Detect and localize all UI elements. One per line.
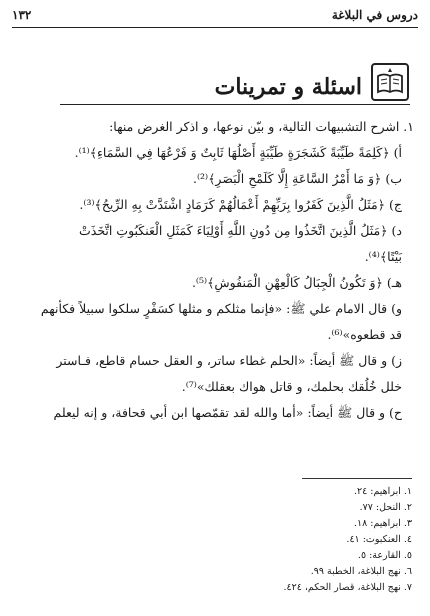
exercise-line: أ) ﴿كَلِمَةً طَيِّبَةً كَشَجَرَةٍ طَيِّبَةٍ أَصْلُهَا ثَابِتٌ وَ فَرْعُهَا فِي السَّمَاءِ﴾⁽¹⁾.	[74, 145, 402, 160]
footnote: ٥. القارعة: ٥.	[357, 550, 412, 561]
exercise-line: ب) ﴿وَ مَا أَمْرُ السَّاعَةِ إِلَّا كَلَمْحِ الْبَصَرِ﴾⁽²⁾.	[192, 171, 402, 186]
exercise-line: و) قال الامام علي ﷺ: «فإنما مثلكم و مثلها كسَفْرٍ سلكوا سبيلاً فكأنهم	[40, 301, 402, 316]
book-icon	[370, 62, 410, 102]
section-title: اسئلة و تمرينات	[214, 74, 362, 100]
page-number: ١٣٢	[12, 8, 32, 22]
exercise-line: ز) و قال ﷺ أيضاً: «الحلم غطاء ساتر، و العقل حسام قاطع، فـاستر	[56, 353, 402, 368]
exercise-line: ج) ﴿مَثَلُ الَّذِينَ كَفَرُوا بِرَبِّهِمْ أَعْمَالُهُمْ كَرَمَادٍ اشْتَدَّتْ بِهِ الرِّيحُ﴾⁽³⁾.	[79, 197, 402, 212]
footnote: ٦. نهج البلاغة، الخطبة ٩٩.	[310, 566, 412, 577]
footnote: ٤. العنكبوت: ٤١.	[346, 534, 412, 545]
footnotes	[112, 484, 412, 596]
title-rule	[60, 104, 410, 105]
exercise-line: قد قطعوه»⁽⁶⁾.	[327, 327, 402, 342]
exercise-line: د) ﴿مَثَلُ الَّذِينَ اتَّخَذُوا مِن دُونِ اللَّهِ أَوْلِيَاءَ كَمَثَلِ الْعَنكَبُوتِ اتَّخَذَتْ	[78, 223, 402, 238]
footnote: ٧. نهج البلاغة، قصار الحكم، ٤٢٤.	[283, 582, 412, 593]
footnote-rule	[302, 478, 412, 479]
exercise-line: ١. اشرح التشبيهات التالية، و بيّن نوعها، و اذكر الغرض منها:	[109, 119, 414, 134]
book-title: دروس في البلاغة	[331, 8, 418, 22]
footnote: ٢. النحل: ٧٧.	[359, 502, 412, 513]
exercise-line: ح) و قال ﷺ أيضاً: «أما والله لقد تقمّصها ابن أبي قحافة، و إنه ليعلم	[53, 405, 402, 420]
exercise-line: خلل خُلُقك بحلمك، و قاتل هواك بعقلك»⁽⁷⁾.	[181, 379, 402, 394]
exercise-line: هـ) ﴿وَ تَكُونُ الْجِبَالُ كَالْعِهْنِ الْمَنفُوشِ﴾⁽⁵⁾.	[191, 275, 402, 290]
footnote: ٣. ابراهيم: ١٨.	[354, 518, 412, 529]
exercise-line: بَيْتًا﴾⁽⁴⁾.	[364, 249, 402, 264]
section-heading	[90, 62, 410, 102]
exercise-text	[26, 114, 414, 426]
footnote: ١. ابراهيم: ٢٤.	[354, 486, 412, 497]
running-header	[12, 6, 418, 24]
header-rule	[12, 27, 418, 28]
